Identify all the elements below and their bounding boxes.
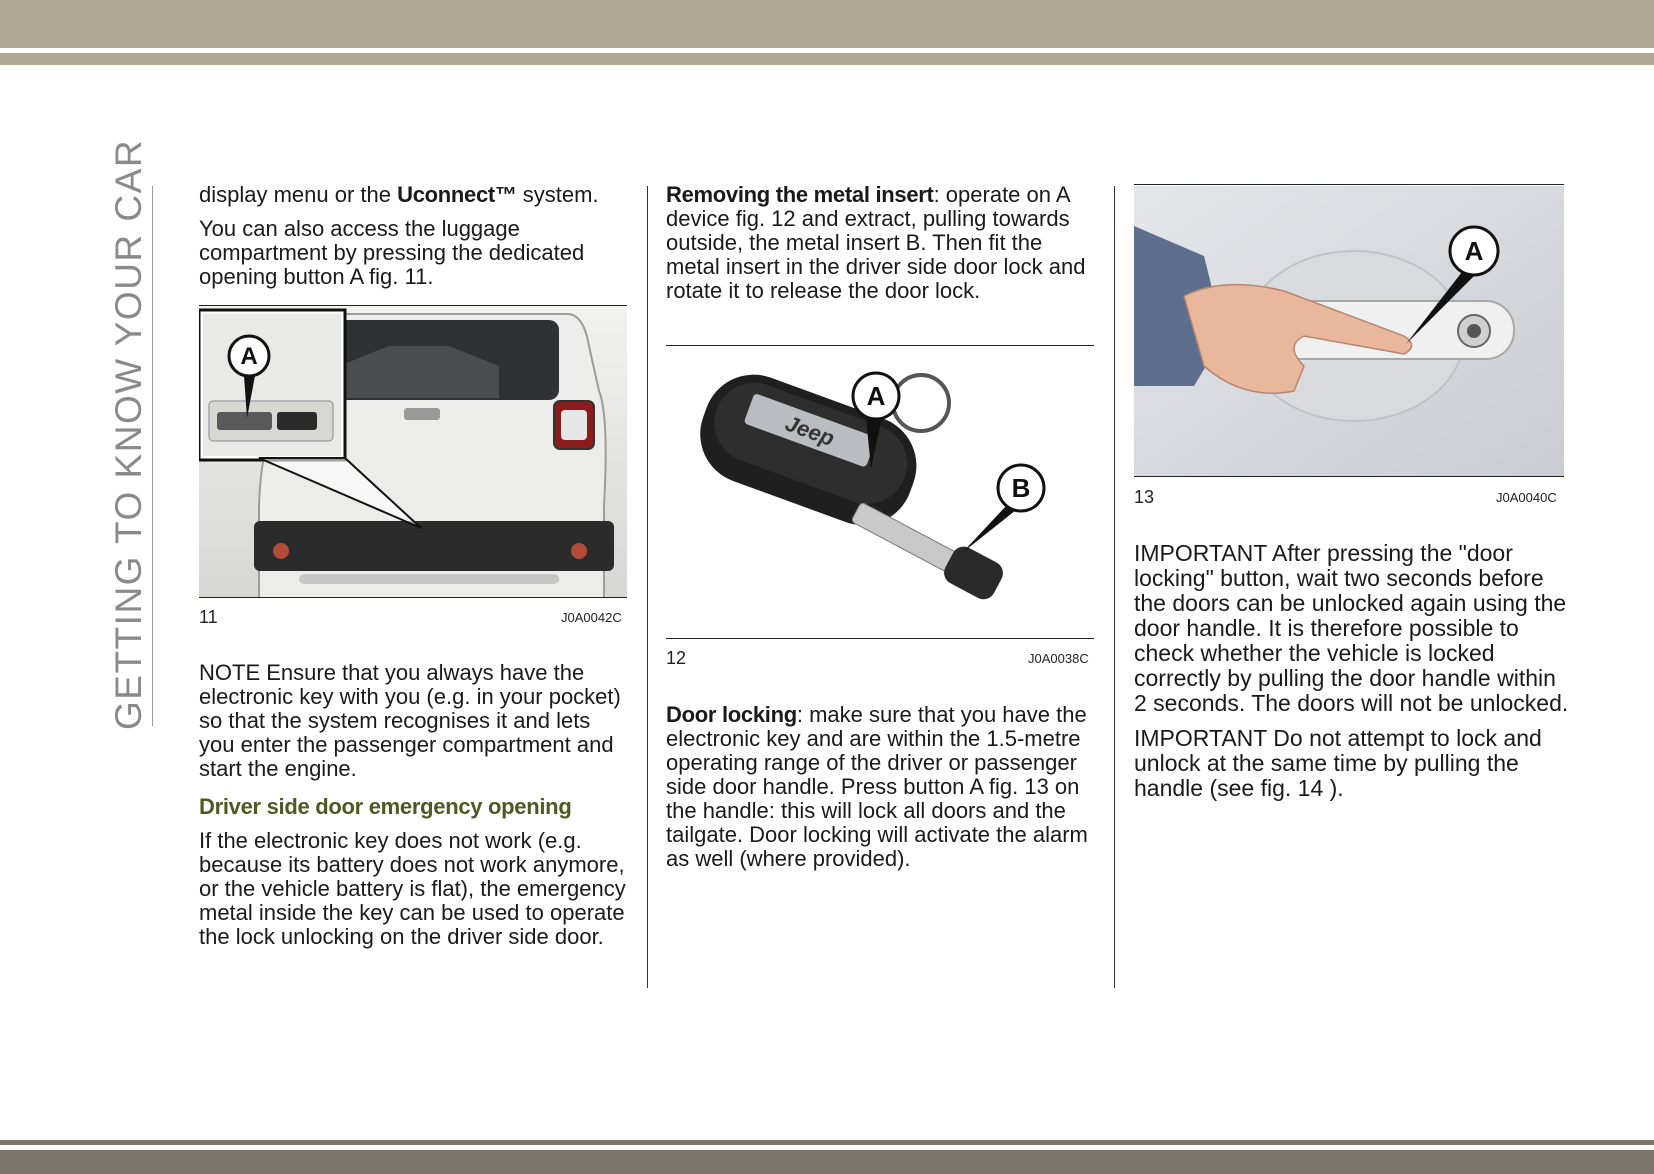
column-3 [1134, 541, 1570, 811]
paragraph: If the electronic key does not work (e.g. because its battery does not work anymore, or the vehicle battery is flat), the emergency metal inside the key can be used to operate the lock unlocking on the driver side door. [199, 828, 626, 949]
column-divider [1114, 186, 1115, 988]
figure-bottom-rule [199, 597, 627, 598]
paragraph: display menu or the Uconnect™ system. [199, 182, 599, 207]
figure-bottom-rule [1134, 476, 1564, 477]
section-heading: Driver side door emergency opening [199, 794, 572, 819]
figure-number: 13 [1134, 487, 1155, 507]
figure-code: J0A0042C [561, 610, 622, 625]
important-paragraph: IMPORTANT After pressing the "door locking" button, wait two seconds before the doors can be unlocked again using the door handle. It is therefore possible to check whether the vehicle is locked correctly by pulling the door handle within 2 seconds. The doors will not be unlocked. [1134, 540, 1569, 716]
figure-top-rule [1134, 184, 1564, 185]
figure-number: 11 [199, 607, 218, 627]
callout-a: A [866, 381, 886, 411]
figure-top-rule [666, 345, 1094, 346]
paragraph: Removing the metal insert: operate on A device fig. 12 and extract, pulling towards outside, the metal insert B. Then fit the metal insert in the driver side door lock and rotate it to release the door lock. [666, 182, 1086, 303]
footer-band-stripe [0, 1140, 1654, 1145]
important-paragraph: IMPORTANT Do not attempt to lock and unlock at the same time by pulling the handle (see fig. 14 ). [1134, 725, 1542, 801]
column-divider [647, 186, 648, 988]
figure-code: J0A0038C [1028, 651, 1089, 666]
section-title: GETTING TO KNOW YOUR CAR [108, 138, 149, 730]
column-2-lower [666, 703, 1098, 881]
footer-band [0, 1150, 1654, 1174]
column-2 [666, 183, 1098, 313]
figure-12-image [666, 348, 1094, 638]
fob-brand: Jeep [782, 410, 838, 452]
callout-a: A [240, 343, 258, 370]
section-title-rule [152, 186, 153, 726]
paragraph: Door locking: make sure that you have the electronic key and are within the 1.5-metre operating range of the driver or passenger side door handle. Press button A fig. 13 on the handle: this will lock all doors and the tailgate. Door locking will activate the alarm as well (where provided). [666, 702, 1088, 871]
note-paragraph: NOTE Ensure that you always have the electronic key with you (e.g. in your pocket) so that the system recognises it and lets you enter the passenger compartment and start the engine. [199, 660, 621, 781]
figure-code: J0A0040C [1496, 490, 1557, 505]
callout-a: A [1464, 236, 1484, 266]
figure-13-image [1134, 186, 1564, 476]
header-band-stripe [0, 53, 1654, 65]
figure-number: 12 [666, 648, 687, 668]
header-band [0, 0, 1654, 48]
paragraph: You can also access the luggage compartment by pressing the dedicated opening button A fig. 11. [199, 216, 585, 289]
callout-b: B [1011, 473, 1031, 503]
figure-11-image [199, 306, 627, 598]
figure-bottom-rule [666, 638, 1094, 639]
column-1 [199, 183, 627, 299]
column-1-lower [199, 661, 627, 959]
